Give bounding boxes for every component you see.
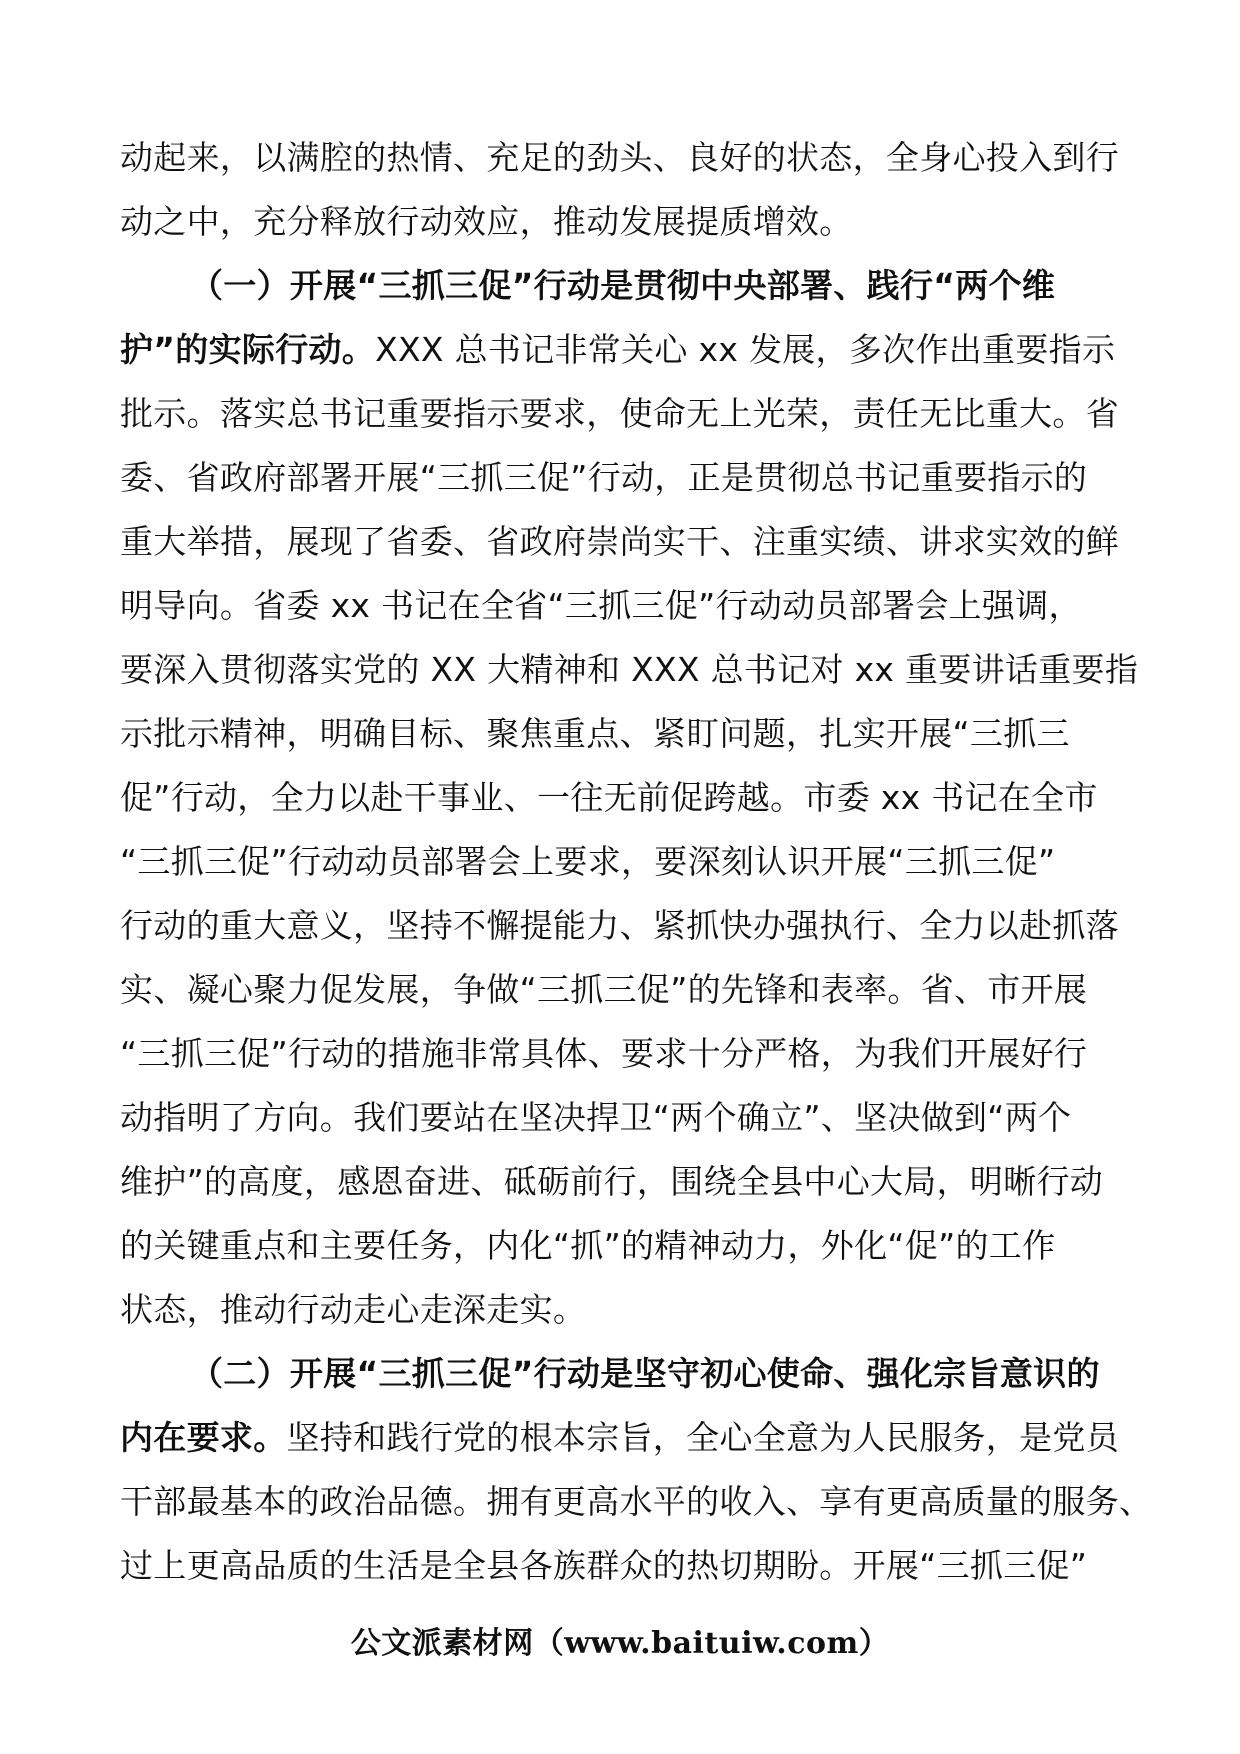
paragraph-line: 批示。落实总书记重要指示要求，使命无上光荣，责任无比重大。省 [120,394,1119,433]
section-2-heading: （二）开展“三抓三促”行动是坚守初心使命、强化宗旨意识的 [190,1354,1100,1393]
paragraph-line: 的关键重点和主要任务，内化“抓”的精神动力，外化“促”的工作 [120,1226,1056,1265]
paragraph-line: 要深入贯彻落实党的 XX 大精神和 XXX 总书记对 xx 重要讲话重要指 [120,650,1139,689]
paragraph-line: 动起来，以满腔的热情、充足的劲头、良好的状态，全身心投入到行 [120,138,1119,177]
document-page [120,126,1153,1598]
section-1-heading-end: 护”的实际行动。 [120,330,376,369]
paragraph-line: “三抓三促”行动动员部署会上要求，要深刻认识开展“三抓三促” [120,842,1056,881]
paragraph-line: 过上更高品质的生活是全县各族群众的热切期盼。开展“三抓三促” [120,1546,1088,1585]
section-1-heading: （一）开展“三抓三促”行动是贯彻中央部署、践行“两个维 [190,266,1056,305]
section-1-heading-continuation [120,318,1120,382]
paragraph-line: 动指明了方向。我们要站在坚决捍卫“两个确立”、坚决做到“两个 [120,1098,1072,1137]
section-2-heading-continuation [120,1406,1120,1470]
section-2-heading-end: 内在要求。 [120,1418,287,1457]
section-1-body-start: XXX 总书记非常关心 xx 发展，多次作出重要指示 [375,330,1116,369]
paragraph-line: 促”行动，全力以赴干事业、一往无前促跨越。市委 xx 书记在全市 [120,778,1098,817]
paragraph-line: 维护”的高度，感恩奋进、砥砺前行，围绕全县中心大局，明晰行动 [120,1162,1104,1201]
paragraph-line: 示批示精神，明确目标、聚焦重点、紧盯问题，扎实开展“三抓三 [120,714,1070,753]
paragraph-line: 重大举措，展现了省委、省政府崇尚实干、注重实绩、讲求实效的鲜 [120,522,1119,561]
paragraph-line: 动之中，充分释放行动效应，推动发展提质增效。 [120,202,853,241]
paragraph-line: 实、凝心聚力促发展，争做“三抓三促”的先锋和表率。省、市开展 [120,970,1088,1009]
footer-watermark: 公文派素材网（www.baituiw.com） [350,1626,890,1661]
paragraph-line: 明导向。省委 xx 书记在全省“三抓三促”行动动员部署会上强调， [120,586,1082,625]
paragraph-line: 委、省政府部署开展“三抓三促”行动，正是贯彻总书记重要指示的 [120,458,1088,497]
section-2-body-start: 坚持和践行党的根本宗旨，全心全意为人民服务，是党员 [286,1418,1119,1457]
paragraph-line: “三抓三促”行动的措施非常具体、要求十分严格，为我们开展好行 [120,1034,1088,1073]
paragraph-line: 干部最基本的政治品德。拥有更高水平的收入、享有更高质量的服务、 [120,1482,1153,1521]
paragraph-line: 状态，推动行动走心走深走实。 [120,1290,587,1329]
paragraph-line: 行动的重大意义，坚持不懈提能力、紧抓快办强执行、全力以赴抓落 [120,906,1119,945]
